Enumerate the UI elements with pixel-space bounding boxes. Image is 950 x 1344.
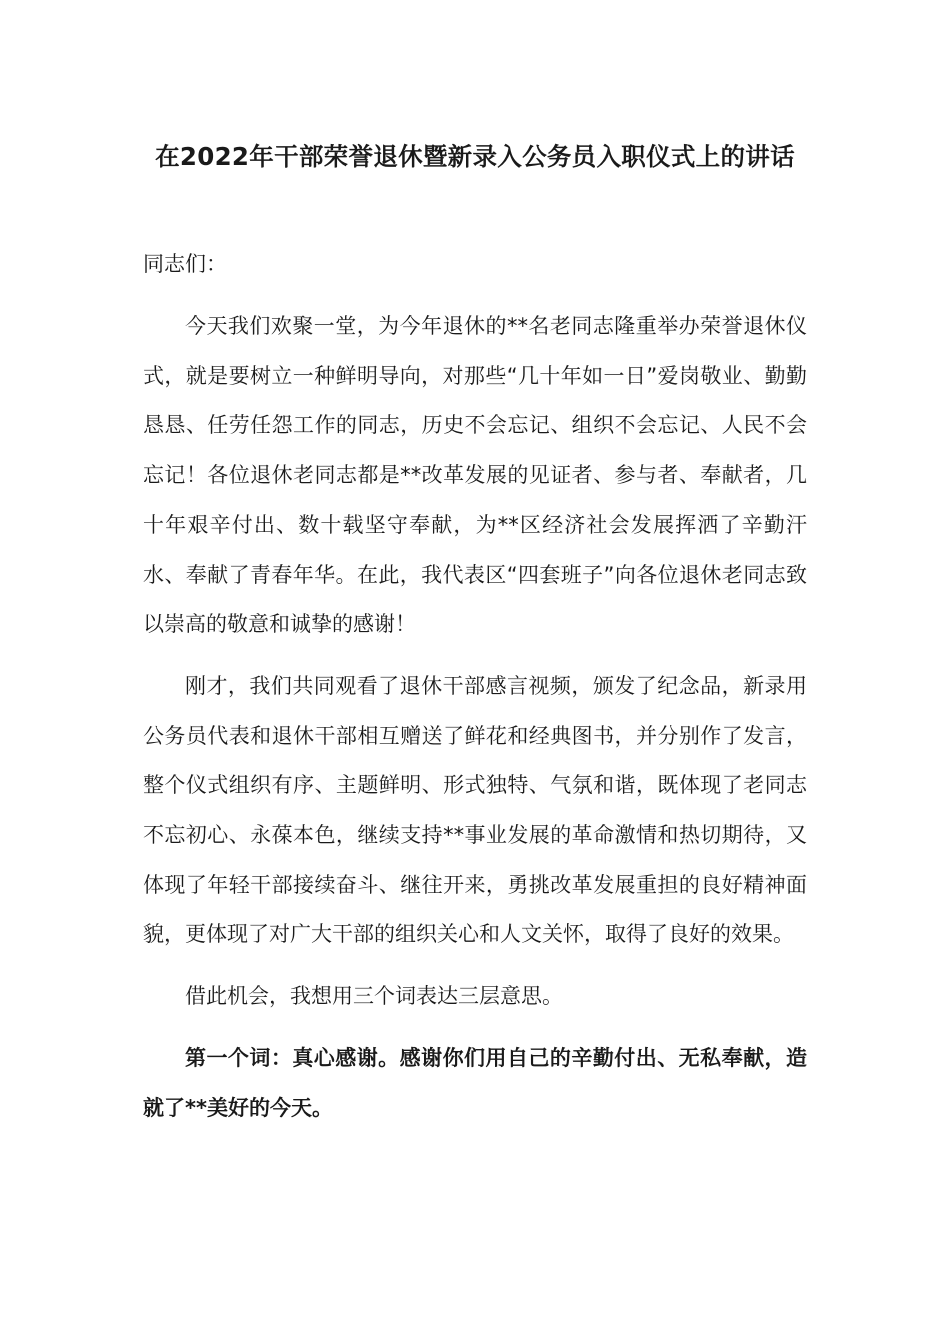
salutation: 同志们： <box>143 252 227 276</box>
paragraph-1: 今天我们欢聚一堂，为今年退休的**名老同志隆重举办荣誉退休仪式，就是要树立一种鲜明导向，对那些“几十年如一日”爱岗敬业、勤勤恳恳、任劳任怨工作的同志，历史不会忘记、组织不会忘记、人民不会忘记！各位退休老同志都是**改革发展的见证者、参与者、奉献者，几十年艰辛付出、数十载坚守奉献，为**区经济社会发展挥洒了辛勤汗水、奉献了青春年华。在此，我代表区“四套班子”向各位退休老同志致以崇高的敬意和诚挚的感谢！ <box>143 314 807 637</box>
paragraph-3: 借此机会，我想用三个词表达三层意思。 <box>185 984 563 1009</box>
paragraph-2: 刚才，我们共同观看了退休干部感言视频，颁发了纪念品，新录用公务员代表和退休干部相互赠送了鲜花和经典图书，并分别作了发言，整个仪式组织有序、主题鲜明、形式独特、气氛和谐，既体现了老同志不忘初心、永葆本色，继续支持**事业发展的革命激情和热切期待，又体现了年轻干部接续奋斗、继往开来，勇挑改革发展重担的良好精神面貌，更体现了对广大干部的组织关心和人文关怀，取得了良好的效果。 <box>143 673 807 947</box>
document-body <box>143 302 807 1145</box>
paragraph-4-heading: 第一个词：真心感谢。感谢你们用自己的辛勤付出、无私奉献，造就了**美好的今天。 <box>143 1045 807 1120</box>
document-title: 在2022年干部荣誉退休暨新录入公务员入职仪式上的讲话 <box>155 142 795 171</box>
